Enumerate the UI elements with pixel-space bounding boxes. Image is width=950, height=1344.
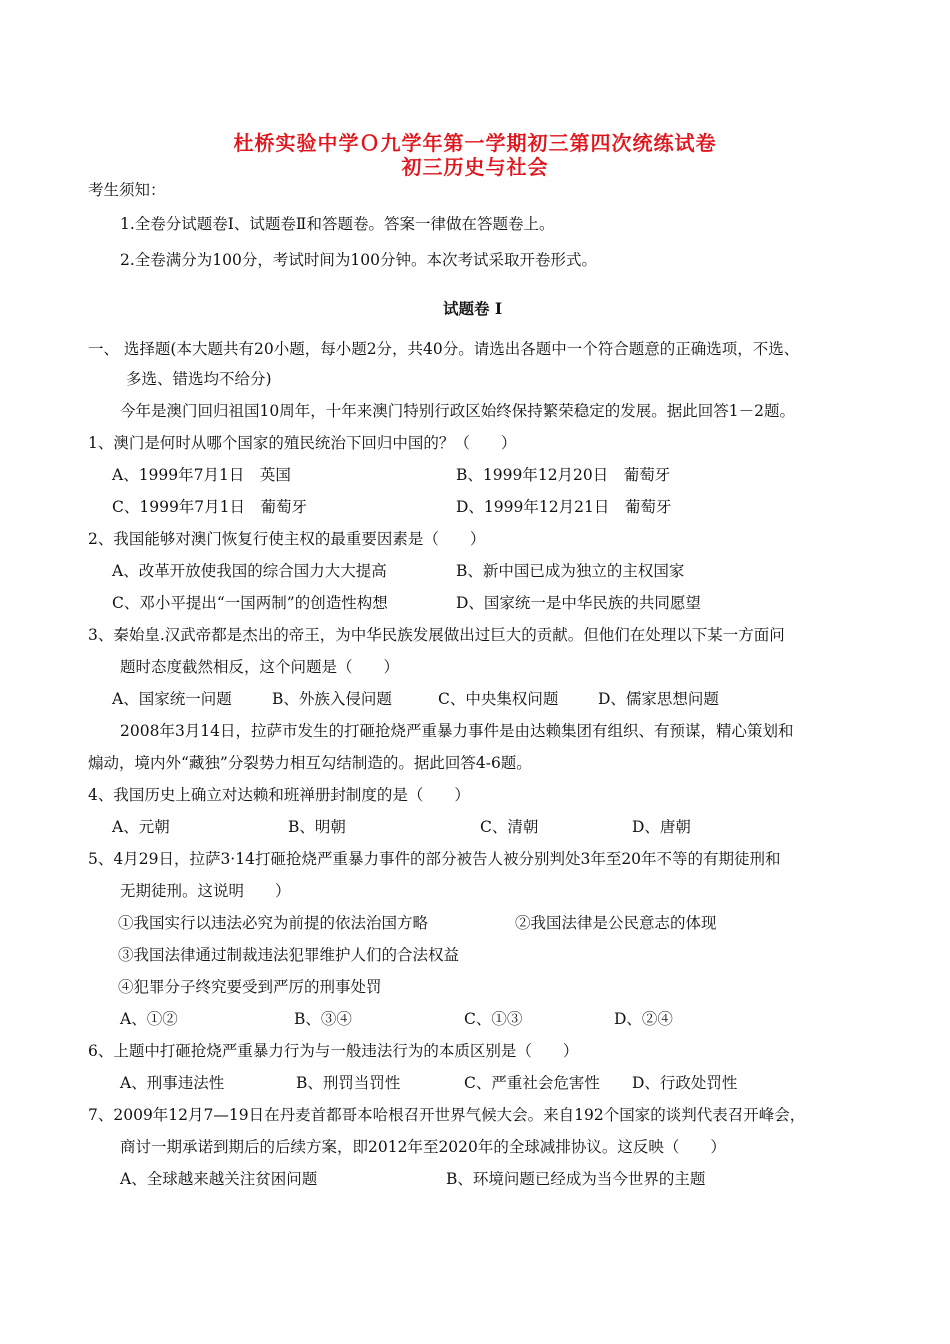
- question-7: 7、2009年12月7—19日在丹麦首都哥本哈根召开世界气候大会。来自192个国家的谈判代表召开峰会，: [88, 1106, 806, 1124]
- q2-option-b: B、新中国已成为独立的主权国家: [456, 562, 685, 580]
- notice-item-1: 1.全卷分试题卷Ⅰ、试题卷Ⅱ和答题卷。答案一律做在答题卷上。: [120, 215, 555, 233]
- question-2: 2、我国能够对澳门恢复行使主权的最重要因素是（ ）: [88, 530, 486, 548]
- q6-option-a: A、刑事违法性: [120, 1074, 225, 1092]
- passage-2: 2008年3月14日，拉萨市发生的打砸抢烧严重暴力事件是由达赖集团有组织、有预谋，精心策划和: [120, 722, 794, 740]
- passage-1: 今年是澳门回归祖国10周年，十年来澳门特别行政区始终保持繁荣稳定的发展。据此回答1－2题。: [120, 402, 795, 420]
- q6-option-c: C、严重社会危害性: [464, 1074, 600, 1092]
- question-7-cont: 商讨一期承诺到期后的后续方案，即2012年至2020年的全球减排协议。这反映（ ）: [120, 1138, 726, 1156]
- q1-option-a: A、1999年7月1日 英国: [112, 466, 291, 484]
- q2-option-d: D、国家统一是中华民族的共同愿望: [456, 594, 701, 612]
- q5-option-a: A、①②: [120, 1010, 178, 1028]
- notice-heading: 考生须知：: [88, 181, 166, 199]
- q4-option-b: B、明朝: [288, 818, 346, 836]
- question-4: 4、我国历史上确立对达赖和班禅册封制度的是（ ）: [88, 786, 470, 804]
- section-heading: 试题卷 Ⅰ: [443, 299, 503, 318]
- question-3: 3、秦始皇.汉武帝都是杰出的帝王，为中华民族发展做出过巨大的贡献。但他们在处理以下某一方面问: [88, 626, 785, 644]
- q3-option-b: B、外族入侵问题: [272, 690, 392, 708]
- question-3-cont: 题时态度截然相反，这个问题是（ ）: [120, 658, 400, 676]
- q1-option-c: C、1999年7月1日 葡萄牙: [112, 498, 308, 516]
- q4-option-d: D、唐朝: [632, 818, 691, 836]
- q7-option-b: B、环境问题已经成为当今世界的主题: [446, 1170, 706, 1188]
- q5-statement-4: ④犯罪分子终究要受到严厉的刑事处罚: [118, 978, 382, 996]
- question-5: 5、4月29日，拉萨3·14打砸抢烧严重暴力事件的部分被告人被分别判处3年至20年不等的有期徒刑和: [88, 850, 781, 868]
- q7-option-a: A、全球越来越关注贫困问题: [120, 1170, 318, 1188]
- q1-option-b: B、1999年12月20日 葡萄牙: [456, 466, 671, 484]
- section-instructions-cont: 多选、错选均不给分): [126, 370, 272, 388]
- q6-option-d: D、行政处罚性: [632, 1074, 738, 1092]
- q5-option-b: B、③④: [294, 1010, 352, 1028]
- question-1: 1、澳门是何时从哪个国家的殖民统治下回归中国的？（ ）: [88, 434, 517, 452]
- q2-option-a: A、改革开放使我国的综合国力大大提高: [112, 562, 387, 580]
- q6-option-b: B、刑罚当罚性: [296, 1074, 401, 1092]
- subject-title: 初三历史与社会: [401, 155, 549, 179]
- question-5-cont: 无期徒刑。这说明 ）: [120, 882, 291, 900]
- exam-title: 杜桥实验中学Ｏ九学年第一学期初三第四次统练试卷: [233, 131, 717, 155]
- q5-option-c: C、①③: [464, 1010, 523, 1028]
- q3-option-a: A、国家统一问题: [112, 690, 232, 708]
- question-6: 6、上题中打砸抢烧严重暴力行为与一般违法行为的本质区别是（ ）: [88, 1042, 579, 1060]
- q3-option-c: C、中央集权问题: [438, 690, 559, 708]
- q5-option-d: D、②④: [614, 1010, 673, 1028]
- passage-2-cont: 煽动，境内外“藏独”分裂势力相互勾结制造的。据此回答4-6题。: [88, 754, 532, 772]
- q1-option-d: D、1999年12月21日 葡萄牙: [456, 498, 672, 516]
- q3-option-d: D、儒家思想问题: [598, 690, 719, 708]
- q2-option-c: C、邓小平提出“一国两制”的创造性构想: [112, 594, 388, 612]
- q4-option-c: C、清朝: [480, 818, 539, 836]
- q5-statement-2: ②我国法律是公民意志的体现: [515, 914, 717, 932]
- q5-statement-1: ①我国实行以违法必究为前提的依法治国方略: [118, 914, 429, 932]
- q5-statement-3: ③我国法律通过制裁违法犯罪维护人们的合法权益: [118, 946, 460, 964]
- q4-option-a: A、元朝: [112, 818, 170, 836]
- section-instructions: 一、 选择题(本大题共有20小题，每小题2分，共40分。请选出各题中一个符合题意的正确选项，不选、: [88, 340, 800, 358]
- notice-item-2: 2.全卷满分为100分，考试时间为100分钟。本次考试采取开卷形式。: [120, 251, 597, 269]
